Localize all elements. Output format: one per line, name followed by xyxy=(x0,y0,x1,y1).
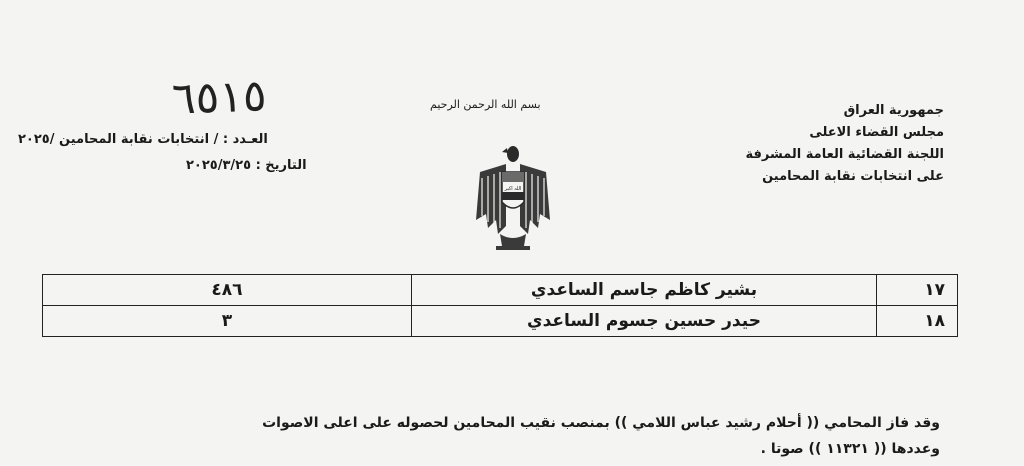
table-row xyxy=(43,306,958,337)
row-index: ١٧ xyxy=(877,275,958,306)
vote-count: ٣ xyxy=(43,306,412,337)
issuer-line-1: جمهورية العراق xyxy=(843,103,944,118)
iraq-eagle-emblem xyxy=(472,142,554,254)
issuer-line-2: مجلس القضاء الاعلى xyxy=(809,125,944,140)
issuer-line-4: على انتخابات نقابة المحامين xyxy=(762,169,944,184)
candidate-name: حيدر حسين جسوم الساعدي xyxy=(412,306,877,337)
issuer-header xyxy=(746,100,945,188)
table-row xyxy=(43,275,958,306)
vote-count: ٤٨٦ xyxy=(43,275,412,306)
row-index: ١٨ xyxy=(877,306,958,337)
candidate-name: بشير كاظم جاسم الساعدي xyxy=(412,275,877,306)
results-table xyxy=(42,274,958,337)
issuer-line-3: اللجنة القضائية العامة المشرفة xyxy=(745,147,944,162)
document-date: التاريخ : ٢٠٢٥/٣/٢٥ xyxy=(186,158,307,173)
handwritten-number: ٦٥١٥ xyxy=(171,70,268,125)
reference-number: العـدد : / انتخابات نقابة المحامين /٢٠٢٥ xyxy=(18,132,268,147)
emblem-text: الله اكبر xyxy=(504,186,522,192)
bismillah: بسم الله الرحمن الرحيم xyxy=(430,98,541,111)
result-statement xyxy=(262,410,940,462)
statement-line-1: وقد فاز المحامي (( أحلام رشيد عباس اللامي )) بمنصب نقيب المحامين لحصوله على اعلى الاصوات xyxy=(262,415,940,431)
statement-line-2: وعددها (( ١١٣٢١ )) صوتا . xyxy=(760,441,940,457)
